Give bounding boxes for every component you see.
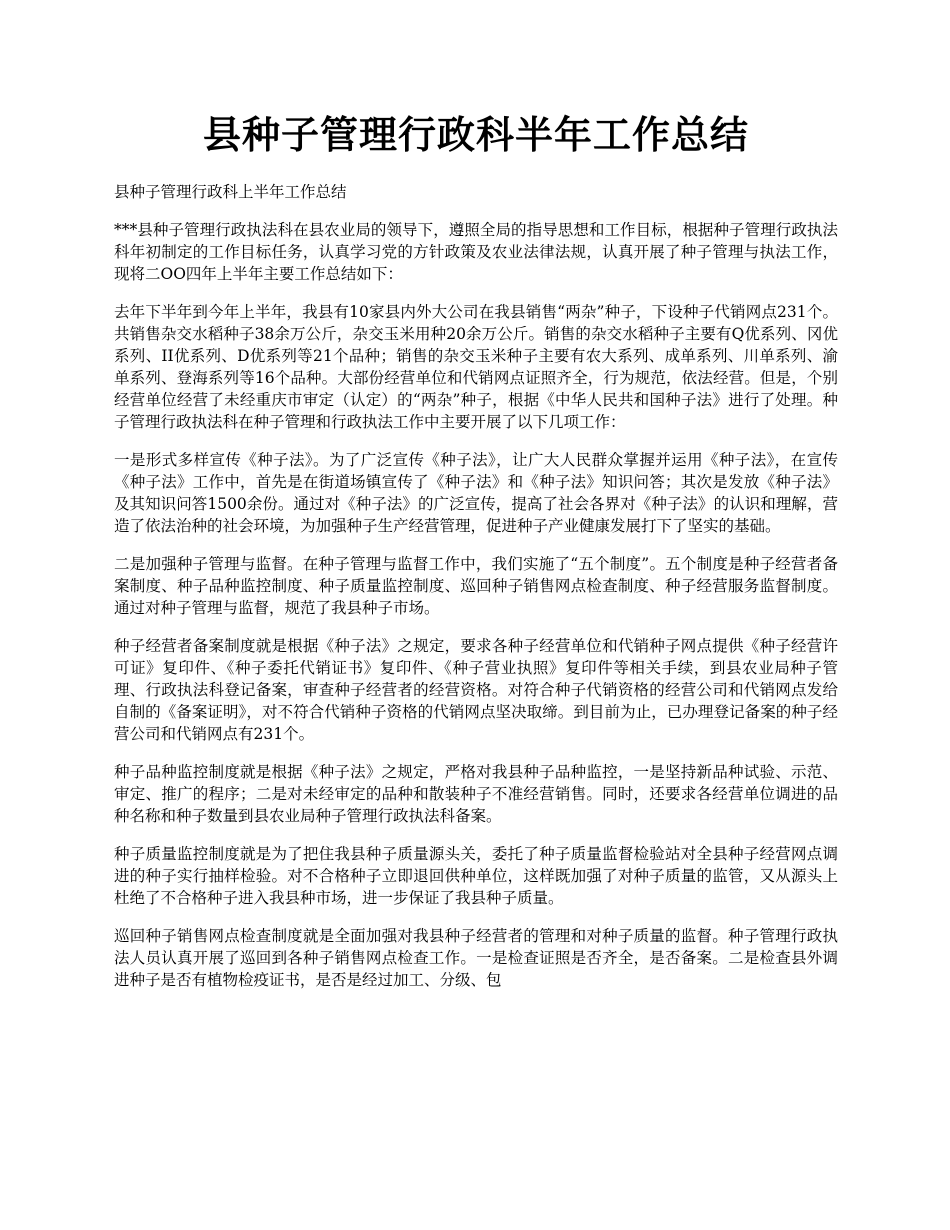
paragraph-law-publicity: 一是形式多样宣传《种子法》。为了广泛宣传《种子法》，让广大人民群众掌握并运用《种子法》，在宣传《种子法》工作中，首先是在街道场镇宣传了《种子法》和《种子法》知识问答；其次是发放《种子法》及其知识问答1500余份。通过对《种子法》的广泛宣传，提高了社会各界对《种子法》的认识和理解，营造了依法治种的社会环境，为加强种子生产经营管理，促进种子产业健康发展打下了坚实的基础。: [114, 451, 838, 535]
paragraph-quality-monitoring: 种子质量监控制度就是为了把住我县种子质量源头关，委托了种子质量监督检验站对全县种子经营网点调进的种子实行抽样检验。对不合格种子立即退回供种单位，这样既加强了对种子质量的监管，又从源头上杜绝了不合格种子进入我县种市场，进一步保证了我县种子质量。: [114, 845, 838, 907]
document-subtitle: 县种子管理行政科上半年工作总结: [114, 183, 347, 201]
paragraph-patrol-inspection: 巡回种子销售网点检查制度就是全面加强对我县种子经营者的管理和对种子质量的监督。种子管理行政执法人员认真开展了巡回到各种子销售网点检查工作。一是检查证照是否齐全，是否备案。二是检查县外调进种子是否有植物检疫证书，是否是经过加工、分级、包: [114, 927, 838, 989]
paragraph-intro: ***县种子管理行政执法科在县农业局的领导下，遵照全局的指导思想和工作目标，根据种子管理行政执法科年初制定的工作目标任务，认真学习党的方针政策及农业法律法规，认真开展了种子管理与执法工作，现将二OO四年上半年主要工作总结如下：: [114, 221, 838, 283]
paragraph-management-supervision: 二是加强种子管理与监督。在种子管理与监督工作中，我们实施了“五个制度”。五个制度是种子经营者备案制度、种子品种监控制度、种子质量监控制度、巡回种子销售网点检查制度、种子经营服务监督制度。通过对种子管理与监督，规范了我县种子市场。: [114, 555, 838, 617]
paragraph-market-overview: 去年下半年到今年上半年，我县有10家县内外大公司在我县销售“两杂”种子，下设种子代销网点231个。共销售杂交水稻种子38余万公斤，杂交玉米用种20余万公斤。销售的杂交水稻种子主要有Q优系列、冈优系列、II优系列、D优系列等21个品种；销售的杂交玉米种子主要有农大系列、成单系列、川单系列、渝单系列、登海系列等16个品种。大部份经营单位和代销网点证照齐全，行为规范，依法经营。但是，个别经营单位经营了未经重庆市审定（认定）的“两杂”种子，根据《中华人民共和国种子法》进行了处理。种子管理行政执法科在种子管理和行政执法工作中主要开展了以下几项工作：: [114, 303, 838, 431]
document-title: 县种子管理行政科半年工作总结: [202, 112, 749, 157]
paragraph-variety-monitoring: 种子品种监控制度就是根据《种子法》之规定，严格对我县种子品种监控，一是坚持新品种试验、示范、审定、推广的程序；二是对未经审定的品种和散装种子不准经营销售。同时，还要求各经营单位调进的品种名称和种子数量到县农业局种子管理行政执法科备案。: [114, 763, 838, 825]
paragraph-registration-system: 种子经营者备案制度就是根据《种子法》之规定，要求各种子经营单位和代销种子网点提供《种子经营许可证》复印件、《种子委托代销证书》复印件、《种子营业执照》复印件等相关手续，到县农业局种子管理、行政执法科登记备案，审查种子经营者的经营资格。对符合种子代销资格的经营公司和代销网点发给自制的《备案证明》，对不符合代销种子资格的代销网点坚决取缔。到目前为止，已办理登记备案的种子经营公司和代销网点有231个。: [114, 637, 838, 743]
document-page: [114, 0, 838, 1230]
document-body: [114, 219, 838, 1007]
